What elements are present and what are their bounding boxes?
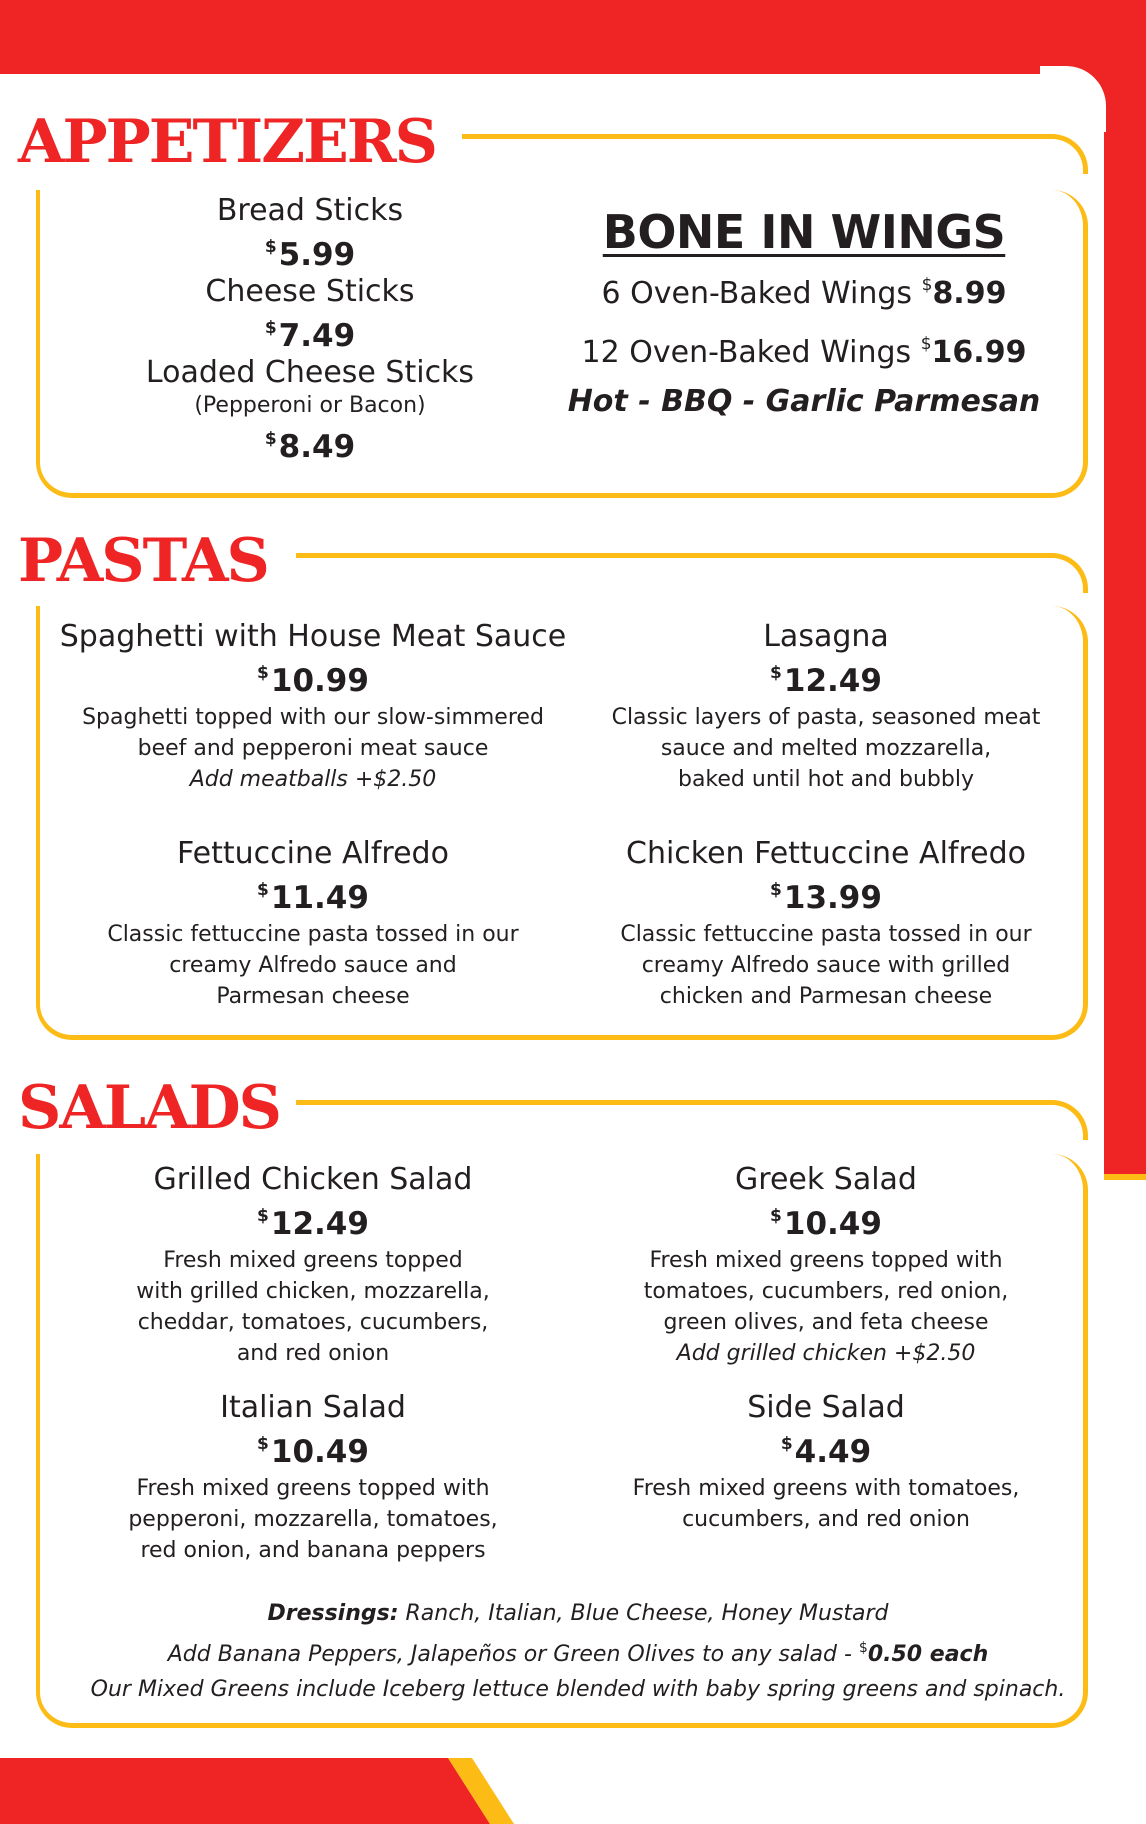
- item-description: Classic layers of pasta, seasoned meat sauce and melted mozzarella, baked until hot and bubbly: [611, 705, 1041, 792]
- item-price: $13.99: [770, 880, 882, 916]
- item-addon: Add meatballs +$2.50: [189, 767, 437, 792]
- item-description: Fresh mixed greens topped with pepperoni, mozzarella, tomatoes, red onion, and banana peppers: [128, 1476, 498, 1563]
- item-name: Fettuccine Alfredo: [177, 836, 449, 871]
- item-description: Classic fettuccine pasta tossed in our creamy Alfredo sauce with grilled chicken and Parmesan cheese: [620, 922, 1032, 1009]
- extras-line: Add Banana Peppers, Jalapeños or Green Olives to any salad - $0.50 each: [167, 1640, 989, 1667]
- bottom-red-yellow-band: [0, 1752, 1146, 1824]
- right-yellow-stripe: [1104, 1174, 1146, 1180]
- appetizers-frame-top: [462, 134, 1054, 139]
- menu-item-chicken-fettuccine-alfredo: [586, 836, 1066, 1012]
- greens-line: Our Mixed Greens include Iceberg lettuce blended with baby spring greens and spinach.: [90, 1677, 1066, 1702]
- menu-item-cheese-sticks: [100, 274, 520, 354]
- salad-notes: [48, 1596, 1108, 1707]
- item-price: $5.99: [264, 237, 356, 273]
- item-note: (Pepperoni or Bacon): [194, 393, 426, 418]
- menu-item-bread-sticks: [100, 193, 520, 273]
- item-price: $12.49: [257, 1206, 369, 1242]
- item-name: Grilled Chicken Salad: [153, 1162, 473, 1197]
- item-name: Chicken Fettuccine Alfredo: [626, 836, 1026, 871]
- appetizers-frame-corner: [1048, 134, 1088, 174]
- item-price: $10.49: [257, 1434, 369, 1470]
- section-title-pastas: PASTAS: [18, 526, 268, 596]
- section-title-appetizers: APPETIZERS: [18, 107, 436, 177]
- item-price: $8.49: [264, 429, 356, 465]
- wing-flavors: Hot - BBQ - Garlic Parmesan: [567, 384, 1041, 419]
- item-name: Spaghetti with House Meat Sauce: [59, 619, 567, 654]
- item-name: Italian Salad: [220, 1390, 406, 1425]
- menu-item-grilled-chicken-salad: [66, 1162, 560, 1369]
- salads-frame-corner: [1048, 1100, 1088, 1140]
- pastas-frame-corner: [1048, 553, 1088, 593]
- item-name: Cheese Sticks: [205, 274, 415, 309]
- item-price: $10.49: [770, 1206, 882, 1242]
- bone-in-wings-block: [560, 204, 1048, 426]
- menu-item-side-salad: [586, 1390, 1066, 1535]
- menu-item-lasagna: [586, 619, 1066, 795]
- pastas-frame-top: [296, 553, 1054, 558]
- item-price: $12.49: [770, 663, 882, 699]
- top-red-band: [0, 0, 1146, 74]
- item-price: $10.99: [257, 663, 369, 699]
- section-title-salads: SALADS: [18, 1073, 280, 1143]
- menu-item-spaghetti: [50, 619, 576, 795]
- item-name: Greek Salad: [735, 1162, 917, 1197]
- item-price: $4.49: [780, 1434, 872, 1470]
- item-name: Loaded Cheese Sticks: [145, 355, 475, 390]
- wings-title: BONE IN WINGS: [602, 205, 1006, 259]
- item-description: Fresh mixed greens with tomatoes, cucumbers, and red onion: [632, 1476, 1020, 1532]
- item-description: Spaghetti topped with our slow-simmered beef and pepperoni meat sauce Add meatballs +$2.50: [50, 702, 576, 795]
- menu-item-loaded-cheese-sticks: [100, 355, 520, 465]
- item-description: Fresh mixed greens topped with tomatoes, cucumbers, red onion, green olives, and feta cheese Add grilled chicken +$2.50: [586, 1245, 1066, 1369]
- right-red-band: [1104, 0, 1146, 1176]
- item-price: $11.49: [257, 880, 369, 916]
- item-name: Side Salad: [747, 1390, 905, 1425]
- menu-item-greek-salad: [586, 1162, 1066, 1369]
- item-addon: Add grilled chicken +$2.50: [676, 1341, 976, 1366]
- item-name: Lasagna: [763, 619, 889, 654]
- wings-row-12: 12 Oven-Baked Wings $16.99: [581, 334, 1027, 370]
- item-description: Fresh mixed greens topped with grilled chicken, mozzarella, cheddar, tomatoes, cucumbers, and red onion: [136, 1248, 490, 1366]
- item-description: Classic fettuccine pasta tossed in our creamy Alfredo sauce and Parmesan cheese: [107, 922, 519, 1009]
- menu-item-italian-salad: [66, 1390, 560, 1566]
- item-name: Bread Sticks: [216, 193, 404, 228]
- menu-item-fettuccine-alfredo: [66, 836, 560, 1012]
- wings-row-6: 6 Oven-Baked Wings $8.99: [601, 275, 1007, 311]
- dressings-line: Dressings: Ranch, Italian, Blue Cheese, Honey Mustard: [267, 1601, 889, 1626]
- item-price: $7.49: [264, 318, 356, 354]
- salads-frame-top: [296, 1100, 1054, 1105]
